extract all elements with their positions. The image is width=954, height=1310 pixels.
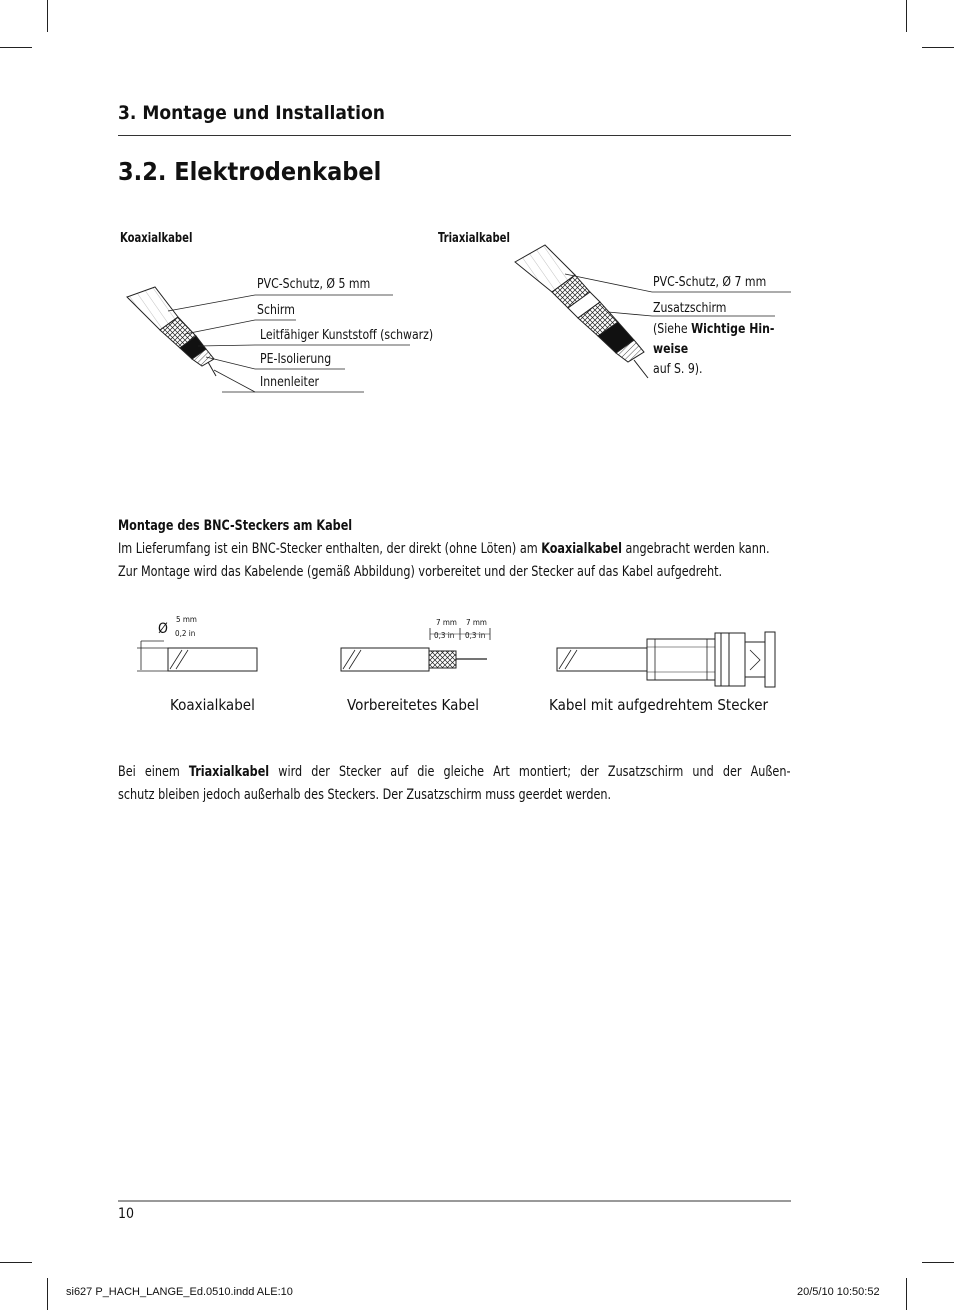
- triax-text-bold: Triaxialkabel: [188, 764, 270, 780]
- triax-diagram-label: Triaxialkabel: [438, 231, 510, 246]
- coax-callout-inner: Innenleiter: [260, 374, 320, 390]
- triax-text-a: Bei einem: [118, 764, 189, 780]
- triax-note-prefix: (Siehe: [653, 321, 692, 337]
- bnc-section: [118, 515, 791, 584]
- triax-callout-extra-shield: Zusatzschirm: [653, 300, 727, 316]
- triax-note-bold-1: Wichtige Hin-: [691, 321, 775, 337]
- triax-cable-drawing: [515, 245, 648, 378]
- coax-callout-conductive: Leitfähiger Kunststoff (schwarz): [260, 327, 434, 343]
- bnc-line1-b: angebracht werden kann.: [621, 541, 770, 557]
- coax-callout-pe: PE-Isolierung: [260, 351, 332, 367]
- coax-callout-shield: Schirm: [257, 302, 295, 318]
- slug-file-info: si627 P_HACH_LANGE_Ed.0510.indd ALE:10: [66, 1286, 293, 1298]
- coax-diagram-label: Koaxialkabel: [120, 231, 193, 246]
- triax-text-line2: schutz bleiben jedoch außerhalb des Steckers. Der Zusatzschirm muss geerdet werden.: [118, 787, 612, 803]
- bnc-line1-a: Im Lieferumfang ist ein BNC-Stecker enthalten, der direkt (ohne Löten) am: [118, 541, 542, 557]
- bnc-line2: Zur Montage wird das Kabelende (gemäß Abbildung) vorbereitet und der Stecker auf das Kabel aufgedreht.: [118, 564, 723, 580]
- section-heading: 3. Montage und Installation: [118, 102, 385, 124]
- page-title: 3.2. Elektrodenkabel: [118, 157, 382, 186]
- triax-callout-note: [653, 319, 774, 379]
- dim-5mm: 5 mm: [176, 615, 197, 624]
- diameter-symbol: Ø: [158, 621, 168, 637]
- page-number: 10: [118, 1206, 135, 1222]
- dim-02in: 0,2 in: [175, 629, 196, 638]
- bnc-line1-bold: Koaxialkabel: [541, 541, 622, 557]
- slug-timestamp: 20/5/10 10:50:52: [797, 1286, 880, 1298]
- triax-note-bold-2: weise: [653, 341, 689, 357]
- triax-paragraph: [118, 761, 791, 807]
- dim-03in-a: 0,3 in: [434, 631, 455, 640]
- dim-7mm-a: 7 mm: [436, 618, 457, 627]
- dim-03in-b: 0,3 in: [465, 631, 486, 640]
- triax-callout-pvc: PVC-Schutz, Ø 7 mm: [653, 274, 767, 290]
- caption-connector: Kabel mit aufgedrehtem Stecker: [549, 696, 769, 714]
- triax-text-b: wird der Stecker auf die gleiche Art montiert; der Zusatzschirm und der Außen-: [269, 764, 791, 780]
- caption-prepared: Vorbereitetes Kabel: [347, 696, 479, 714]
- bnc-heading: Montage des BNC-Steckers am Kabel: [118, 518, 353, 534]
- step-coax-drawing: [137, 641, 257, 671]
- caption-coax: Koaxialkabel: [170, 696, 255, 714]
- triax-note-suffix: auf S. 9).: [653, 361, 703, 377]
- coax-cable-drawing: [127, 287, 216, 376]
- coax-callout-pvc: PVC-Schutz, Ø 5 mm: [257, 276, 371, 292]
- step-connector-drawing: [557, 632, 775, 687]
- dim-7mm-b: 7 mm: [466, 618, 487, 627]
